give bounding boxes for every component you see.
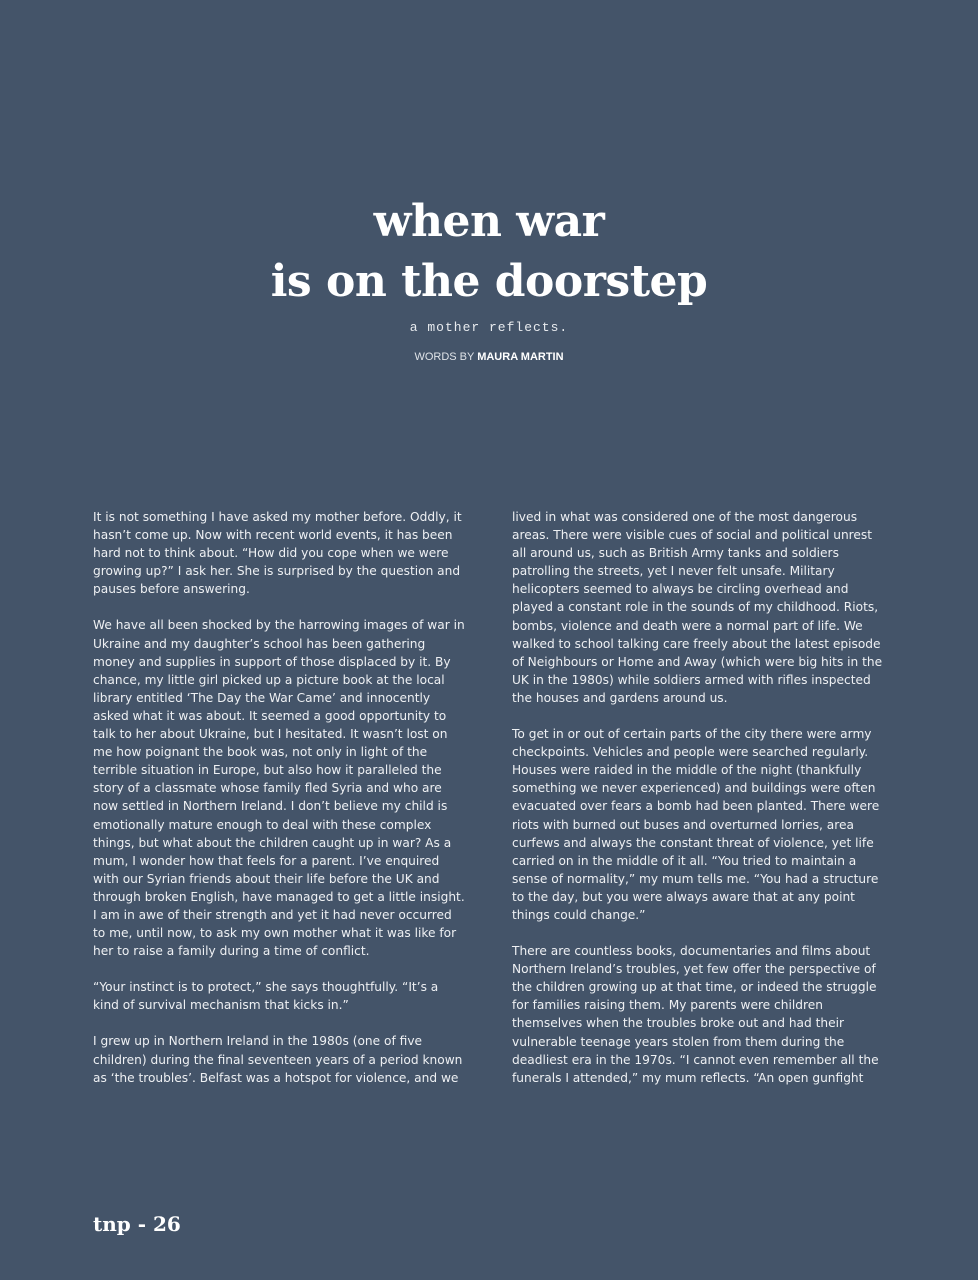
article-subtitle: a mother reflects. — [409, 320, 569, 335]
paragraph: We have all been shocked by the harrowing images of war in Ukraine and my daughter’s school has been gathering money and supplies in support of those displaced by it. By chance, my little girl picked up a picture book at the local library entitled ‘The Day the War Came’ and innocently asked what it was about. It seemed a good opportunity to talk to her about Ukraine, but I hesitated. It wasn’t lost on me how poignant the book was, not only in light of the terrible situation in Europe, but also how it paralleled the story of a classmate whose family fled Syria and who are now settled in Northern Ireland. I don’t believe my child is emotionally mature enough to deal with these complex things, but what about the children caught up in war? As a mum, I wonder how that feels for a parent. I’ve enquired with our Syrian friends about their life before the UK and through broken English, have managed to get a little insight. I am in awe of their strength and yet it had never occurred to me, until now, to ask my own mother what it was like for her to raise a family during a time of conflict. — [93, 618, 465, 959]
paragraph: To get in or out of certain parts of the city there were army checkpoints. Vehicles and people were searched regularly. Houses were raided in the middle of the night (thankfully something we never experienced) and buildings were often evacuated over fears a bomb had been planted. There were riots with burned out buses and overturned lorries, area curfews and always the constant threat of violence, yet life carried on in the middle of it all. “You tried to maintain a sense of normality,” my mum tells me. “You had a structure to the day, but you were always aware that at any point things could change.” — [512, 727, 880, 922]
byline — [0, 351, 978, 363]
byline-prefix: WORDS BY — [414, 351, 478, 363]
body-column-right — [512, 508, 884, 1105]
paragraph: “Your instinct is to protect,” she says thoughtfully. “It’s a kind of survival mechanism that kicks in.” — [93, 980, 439, 1013]
article-header — [0, 192, 978, 363]
paragraph: lived in what was considered one of the most dangerous areas. There were visible cues of social and political unrest all around us, such as British Army tanks and soldiers patrolling the streets, yet I never felt unsafe. Military helicopters seemed to always be circling overhead and played a constant role in the sounds of my childhood. Riots, bombs, violence and death were a normal part of life. We walked to school talking care freely about the latest episode of Neighbours or Home and Away (which were big hits in the UK in the 1980s) while soldiers armed with rifles inspected the houses and gardens around us. — [512, 510, 883, 705]
body-column-left — [93, 508, 465, 1105]
paragraph: There are countless books, documentaries and films about Northern Ireland’s troubles, yet few offer the perspective of the children growing up at that time, or indeed the struggle for families raising them. My parents were children themselves when the troubles broke out and had their vulnerable teenage years stolen from them during the deadliest era in the 1970s. “I cannot even remember all the funerals I attended,” my mum reflects. “An open gunfight — [512, 944, 879, 1085]
article-title-line-2: is on the doorstep — [270, 256, 708, 307]
page-number: tnp - 26 — [93, 1212, 181, 1236]
paragraph: I grew up in Northern Ireland in the 1980s (one of five children) during the final seventeen years of a period known as ‘the troubles’. Belfast was a hotspot for violence, and we — [93, 1034, 463, 1085]
byline-author: MAURA MARTIN — [477, 351, 564, 363]
article-title-line-1: when war — [373, 196, 605, 247]
paragraph: It is not something I have asked my mother before. Oddly, it hasn’t come up. Now with recent world events, it has been hard not to think about. “How did you cope when we were growing up?” I ask her. She is surprised by the question and pauses before answering. — [93, 510, 462, 597]
